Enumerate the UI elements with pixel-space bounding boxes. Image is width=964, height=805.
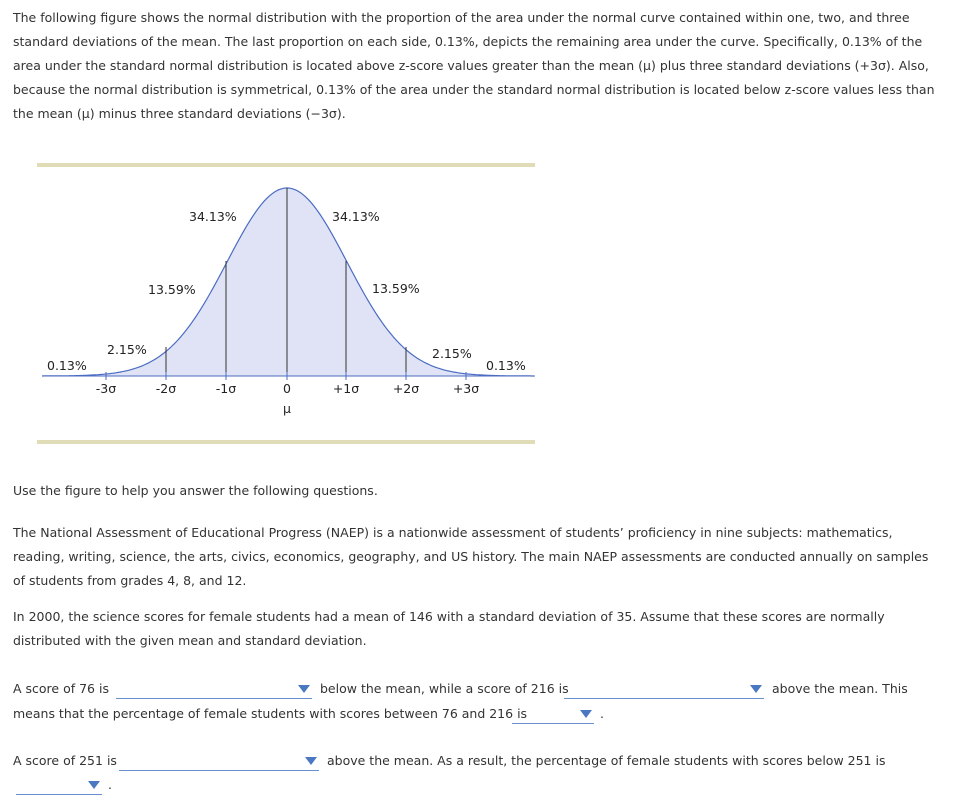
label-right-0-1: 34.13% [332,209,380,224]
q2-dropdown-percentage[interactable] [16,775,102,795]
q1-dropdown-76[interactable] [116,679,312,699]
chevron-down-icon [298,685,310,693]
tick-label-m2: -2σ [155,381,177,396]
q2-dropdown-251[interactable] [119,751,319,771]
tick-label-m3: -3σ [95,381,117,396]
instruction-text: Use the figure to help you answer the following questions. [13,483,378,498]
label-left-tail: 0.13% [47,358,87,373]
label-right-2-3: 2.15% [432,346,472,361]
q1-text-d: means that the percentage of female students with scores between 76 and 216 is [13,706,528,721]
q1-text-c: above the mean. This [772,681,908,696]
label-right-tail: 0.13% [486,358,526,373]
q2-text-c: . [108,777,112,792]
chevron-down-icon [750,685,762,693]
label-left-0-1: 34.13% [189,209,237,224]
q1-dropdown-216[interactable] [564,679,764,699]
tick-label-p2: +2σ [392,381,420,396]
label-left-1-2: 13.59% [148,282,196,297]
tick-label-zero: 0 [283,381,291,396]
chevron-down-icon [580,710,592,718]
q2-text-b: above the mean. As a result, the percentage of female students with scores below 251 is [327,753,886,768]
q2-text-a: A score of 251 is [13,753,117,768]
chevron-down-icon [88,781,100,789]
q1-text-a: A score of 76 is [13,681,109,696]
mu-label: μ [283,401,291,416]
tick-label-p3: +3σ [452,381,480,396]
q1-text-b: below the mean, while a score of 216 is [320,681,569,696]
tick-label-p1: +1σ [332,381,360,396]
label-right-1-2: 13.59% [372,281,420,296]
normal-distribution-figure [0,160,964,440]
figure-bottom-border [37,440,535,444]
q1-dropdown-percentage[interactable] [512,704,594,724]
naep-paragraph: The National Assessment of Educational Progress (NAEP) is a nationwide assessment of students’ proficiency in nine subjects: mathematics, reading, writing, science, the arts, civics, economics, geography, and US history. The main NAEP assessments are conducted annually on samples of students from grades 4, 8, and 12. [13,525,929,588]
tick-label-m1: -1σ [215,381,237,396]
q1-text-e: . [600,706,604,721]
intro-paragraph: The following figure shows the normal distribution with the proportion of the area under the normal curve contained within one, two, and three standard deviations of the mean. The last proportion on each side, 0.13%, depicts the remaining area under the curve. Specifically, 0.13% of the area under the standard normal distribution is located above z-score values greater than the mean (μ) plus three standard deviations (+3σ). Also, because the normal distribution is symmetrical, 0.13% of the area under the standard normal distribution is located below z-score values less than the mean (μ) minus three standard deviations (−3σ). [13,10,935,121]
label-left-2-3: 2.15% [107,342,147,357]
scores-paragraph: In 2000, the science scores for female students had a mean of 146 with a standard deviation of 35. Assume that these scores are normally distributed with the given mean and standard deviation. [13,609,885,648]
chevron-down-icon [305,757,317,765]
